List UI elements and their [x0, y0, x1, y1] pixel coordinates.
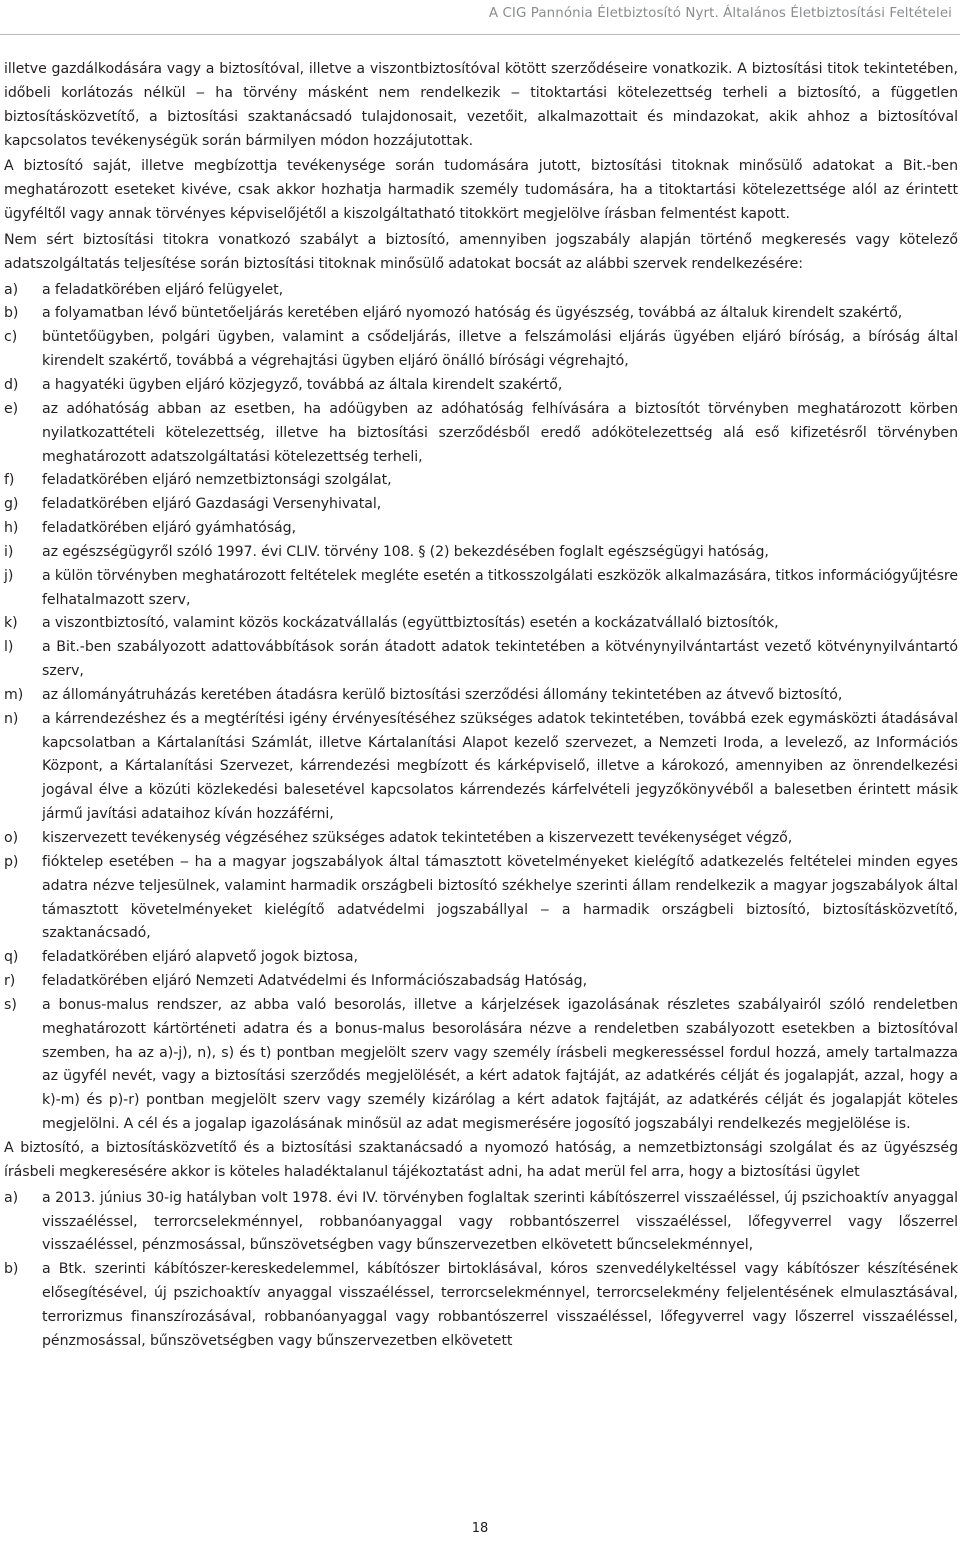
list-item: [4, 636, 958, 684]
list-item: [4, 517, 958, 541]
list-item-label: p): [4, 853, 19, 870]
list-item-label: k): [4, 615, 18, 632]
list-item: [4, 1187, 958, 1259]
list-item-text: a feladatkörében eljáró felügyelet,: [42, 281, 284, 298]
list-item-text: feladatkörében eljáró alapvető jogok biztosa,: [42, 949, 358, 966]
list-item: [4, 493, 958, 517]
list-item: [4, 994, 958, 1137]
list-item: [4, 970, 958, 994]
list-item-label: c): [4, 329, 18, 346]
list-item: [4, 612, 958, 636]
list-item-label: n): [4, 710, 19, 727]
list-item: [4, 326, 958, 374]
list-item: [4, 541, 958, 565]
list-item: [4, 827, 958, 851]
list-item-text: kiszervezett tevékenység végzéséhez szükséges adatok tekintetében a kiszervezett tevékenységet végző,: [42, 830, 793, 846]
list-item: [4, 279, 958, 303]
list-item-text: büntetőügyben, polgári ügyben, valamint a csődeljárás, illetve a felszámolási eljárás ügyében eljáró bíróság, a bíróság által kirendelt szakértő, továbbá a végrehajtási ügyben eljáró önálló bírósági végrehajtó,: [42, 329, 958, 370]
list-item-label: a): [4, 281, 19, 298]
list-item-text: a viszontbiztosító, valamint közös kockázatvállalás (együttbiztosítás) esetén a kockázatvállaló biztosítók,: [42, 615, 779, 632]
list-item-text: a folyamatban lévő büntetőeljárás keretében eljáró nyomozó hatóság és ügyészség, továbbá az általuk kirendelt szakértő,: [42, 305, 903, 322]
list-item-label: g): [4, 496, 19, 513]
list-item-label: l): [4, 639, 14, 656]
list-item: [4, 398, 958, 470]
list-item-text: a hagyatéki ügyben eljáró közjegyző, továbbá az általa kirendelt szakértő,: [42, 376, 563, 393]
list-item-label: a): [4, 1189, 19, 1206]
list-item: [4, 684, 958, 708]
list-item: [4, 302, 958, 326]
list-item-text: az adóhatóság abban az esetben, ha adóügyben az adóhatóság felhívására a biztosítót törvényben meghatározott körben nyilatkozattételi kötelezettség, illetve ha biztosítási szerződésből eredő adókötelezettség alá eső kifizetésről törvényben meghatározott adatszolgáltatási kötelezettség terheli,: [42, 400, 958, 465]
list-item-label: r): [4, 973, 16, 990]
list-item-label: e): [4, 400, 19, 417]
list-item: [4, 565, 958, 613]
list-item-text: a 2013. június 30-ig hatályban volt 1978. évi IV. törvényben foglaltak szerinti kábítószerrel visszaéléssel, új pszichoaktív anyaggal visszaéléssel, terrorcselekménnyel, robbanóanyaggal vagy robbantószerrel visszaéléssel, lőfegyverrel vagy lőszerrel visszaéléssel, pénzmosással, bűnszövetségben vagy bűnszervezetben elkövetett bűncselekménnyel,: [42, 1189, 958, 1254]
list-item-text: feladatkörében eljáró nemzetbiztonsági szolgálat,: [42, 472, 392, 489]
list-item-label: d): [4, 376, 19, 393]
paragraph: illetve gazdálkodására vagy a biztosítóval, illetve a viszontbiztosítóval kötött szerződéseire vonatkozik. A biztosítási titok tekintetében, időbeli korlátozás nélkül ‒ ha törvény másként nem rendelkezik ‒ titoktartási kötelezettség terheli a biztosító, a független biztosításközvetítő, a biztosítási szaktanácsadó tulajdonosait, vezetőit, alkalmazottait és mindazokat, akik ahhoz a biztosítóval kapcsolatos tevékenységük során bármilyen módon hozzájutottak.: [4, 61, 958, 149]
paragraph: A biztosító saját, illetve megbízottja tevékenysége során tudomására jutott, biztosítási titoknak minősülő adatokat a Bit.-ben meghatározott eseteket kivéve, csak akkor hozhatja harmadik személy tudomására, ha a titoktartási kötelezettsége alól az érintett ügyféltől vagy annak törvényes képviselőjétől a kiszolgáltatható titokkört megjelölve írásban felmentést kapott.: [4, 158, 958, 223]
recipient-list: [4, 279, 958, 1137]
list-item: [4, 374, 958, 398]
list-item-text: a kárrendezéshez és a megtérítési igény érvényesítéséhez szükséges adatok tekintetében, továbbá ezek egymásközti átadásával kapcsolatban a Kártalanítási Számlát, illetve Kártalanítási Alapot kezelő szervezet, a Nemzeti Iroda, a levelező, az Információs Központ, a Kártalanítási Szervezet, kárrendezési megbízott és kárképviselő, illetve a károkozó, amennyiben az önrendelkezési jogával élve a közúti közlekedési balesetével kapcsolatos kárrendezés kárfelvételi jegyzőkönyvéből a balesetben érintett másik jármű javítási adataihoz kíván hozzáférni,: [42, 710, 958, 823]
list-item-text: feladatkörében eljáró Nemzeti Adatvédelmi és Információszabadság Hatóság,: [42, 973, 588, 990]
list-item-label: b): [4, 1261, 19, 1278]
list-item-label: m): [4, 686, 24, 703]
paragraph: Nem sért biztosítási titokra vonatkozó szabályt a biztosító, amennyiben jogszabály alapján történő megkeresés vagy kötelező adatszolgáltatás teljesítése során biztosítási titoknak minősülő adatokat bocsát az alábbi szervek rendelkezésére:: [4, 231, 958, 272]
list-item-label: s): [4, 996, 17, 1013]
offence-list: [4, 1187, 958, 1354]
list-item-text: feladatkörében eljáró gyámhatóság,: [42, 520, 297, 537]
list-item: [4, 1258, 958, 1353]
list-item-text: fióktelep esetében ‒ ha a magyar jogszabályok által támasztott követelményeket kielégítő adatkezelés feltételei minden egyes adatra nézve teljesülnek, valamint harmadik országbeli biztosító székhelye szerinti állam rendelkezik a magyar jogszabályok által támasztott követelményeket kielégítő adatvédelmi jogszabállyal ‒ a harmadik országbeli biztosító, biztosításközvetítő, szaktanácsadó,: [42, 853, 958, 942]
list-item-text: az állományátruházás keretében átadásra kerülő biztosítási szerződési állomány tekintetében az átvevő biztosító,: [42, 686, 843, 703]
list-item: [4, 708, 958, 827]
list-item: [4, 946, 958, 970]
list-item: [4, 851, 958, 946]
list-item: [4, 469, 958, 493]
running-header: A CIG Pannónia Életbiztosító Nyrt. Általános Életbiztosítási Feltételei: [488, 6, 952, 21]
list-item-label: b): [4, 305, 19, 322]
list-item-label: f): [4, 472, 15, 489]
list-item-text: feladatkörében eljáró Gazdasági Versenyhivatal,: [42, 496, 382, 513]
list-item-text: a bonus-malus rendszer, az abba való besorolás, illetve a kárjelzések igazolásának részletes szabályairól szóló rendeletben meghatározott kártörténeti adatra és a bonus-malus besorolására nézve a rendeletben szabályozott esetekben a biztosítóval szemben, ha az a)-j), n), s) és t) pontban megjelölt szerv vagy személy írásbeli megkeresséssel fordul hozzá, amely tartalmazza az ügyfél nevét, vagy a biztosítási szerződés megjelölését, a kért adatok fajtáját, az adatkérés célját és jogalapját, azzal, hogy a k)-m) és p)-r) pontban megjelölt szerv vagy személy kizárólag a kért adatok fajtáját, az adatkérés célját és jogalapját köteles megjelölni. A cél és a jogalap igazolásának minősül az adat megismerésére jogosító jogszabályi rendelkezés megjelölése is.: [42, 996, 958, 1133]
paragraph: A biztosító, a biztosításközvetítő és a biztosítási szaktanácsadó a nyomozó hatóság, a nemzetbiztonsági szolgálat és az ügyészség írásbeli megkeresésére akkor is köteles haladéktalanul tájékoztatást adni, ha adat merül fel arra, hogy a biztosítási ügylet: [4, 1139, 958, 1180]
list-item-label: h): [4, 520, 19, 537]
list-item-label: j): [4, 567, 14, 584]
page-number: 18: [471, 1521, 489, 1536]
list-item-text: az egészségügyről szóló 1997. évi CLIV. törvény 108. § (2) bekezdésében foglalt egészségügyi hatóság,: [42, 543, 769, 560]
list-item-text: a Bit.-ben szabályozott adattovábbítások során átadott adatok tekintetében a kötvénynyilvántartást vezető kötvénynyilvántartó szerv,: [42, 639, 958, 680]
list-item-text: a külön törvényben meghatározott feltételek megléte esetén a titkosszolgálati eszközök alkalmazására, titkos információgyűjtésre felhatalmazott szerv,: [42, 567, 958, 608]
list-item-text: a Btk. szerinti kábítószer-kereskedelemmel, kábítószer birtoklásával, kóros szenvedélykeltéssel vagy kábítószer készítésének elősegítésével, új pszichoaktív anyaggal visszaéléssel, terrorcselekménnyel, terrorcselekmény feljelentésének elmulasztásával, terrorizmus finanszírozásával, robbanóanyaggal vagy robbantószerrel visszaéléssel, lőfegyverrel vagy lőszerrel visszaéléssel, pénzmosással, bűnszövetségben vagy bűnszervezetben elkövetett: [42, 1261, 958, 1349]
header-divider: [0, 34, 960, 35]
list-item-label: i): [4, 543, 14, 560]
list-item-label: o): [4, 830, 19, 846]
document-body: [4, 58, 958, 1354]
list-item-label: q): [4, 949, 19, 966]
